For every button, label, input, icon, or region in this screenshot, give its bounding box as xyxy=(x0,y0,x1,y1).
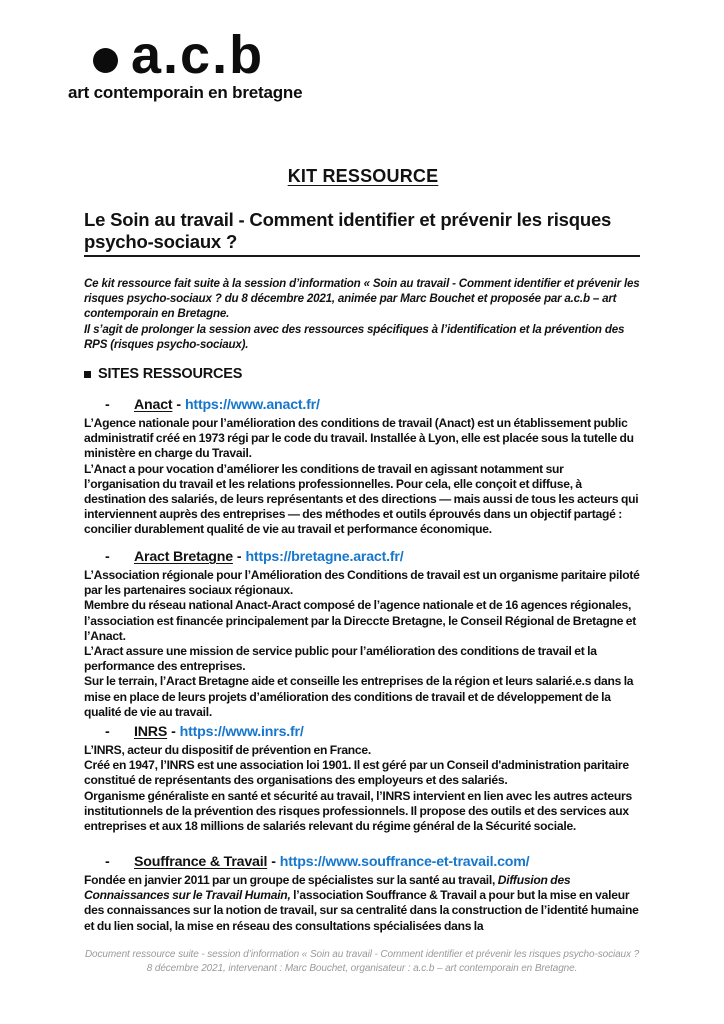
resource-paragraph: L’Aract assure une mission de service public pour l’amélioration des conditions de travail et la performance des entreprises. xyxy=(84,644,597,674)
resource-paragraph: L’Agence nationale pour l’amélioration des conditions de travail (Anact) est un établissement public administratif créé en 1973 régi par le code du travail. Installée à Lyon, elle est placée sous la tutelle du ministère en charge du Travail. xyxy=(84,416,634,461)
resource-paragraph: Sur le terrain, l’Aract Bretagne aide et conseille les entreprises de la région et leurs salarié.e.s dans la mise en place de leurs projets d’amélioration des conditions de travail et de développement de la qualité de vie au travail. xyxy=(84,674,634,719)
resource-paragraph: L’Association régionale pour l’Amélioration des Conditions de travail est un organisme paritaire piloté par les partenaires sociaux régionaux. xyxy=(84,568,640,598)
page-title: KIT RESSOURCE xyxy=(287,166,439,186)
resource-link-anact[interactable]: https://www.anact.fr/ xyxy=(184,397,320,413)
acb-logo xyxy=(68,25,303,103)
list-dash: - xyxy=(105,549,110,565)
logo-dot-icon xyxy=(93,48,118,73)
separator-dash: - xyxy=(176,397,181,413)
logo-row xyxy=(68,25,302,85)
resource-paragraph xyxy=(84,873,642,934)
resource-section-souffrance-travail xyxy=(84,854,642,934)
logo-text: a.c.b xyxy=(131,25,265,85)
resource-head-aract-bretagne xyxy=(84,549,642,565)
square-bullet-icon xyxy=(84,371,91,378)
separator-dash: - xyxy=(271,854,276,870)
resource-paragraph: Organisme généraliste en santé et sécurité au travail, l’INRS intervient en lien avec les autres acteurs institutionnels de la prévention des risques professionnels. Il propose des outils et des services aux entreprises et aux 18 millions de salariés relevant du régime général de la Sécurité sociale. xyxy=(84,788,632,834)
footer-line-2: 8 décembre 2021, intervenant : Marc Bouchet, organisateur : a.c.b – art contemporain en Bretagne. xyxy=(146,962,578,974)
resource-section-anact xyxy=(84,397,642,538)
resource-name-souffrance-travail: Souffrance & Travail xyxy=(134,854,268,870)
resource-link-aract-bretagne[interactable]: https://bretagne.aract.fr/ xyxy=(245,549,404,565)
section-header-label: SITES RESSOURCES xyxy=(98,366,243,382)
resource-section-inrs xyxy=(84,724,642,834)
paragraph-text: l’association Souffrance & Travail a pour but la mise en valeur des connaissances sur la notion de travail, sur sa centralité dans la construction de l’identité humaine et du lien social, la mise en réseau des consultations spécialisées dans la xyxy=(84,888,639,933)
page-footer xyxy=(22,948,702,975)
intro-paragraph-1: Ce kit ressource fait suite à la session d’information « Soin au travail - Comment identifier et prévenir les risques psycho-sociaux ? du 8 décembre 2021, animée par Marc Bouchet et proposée par a.c.b – art contemporain en Bretagne. xyxy=(84,277,640,321)
resource-link-souffrance-travail[interactable]: https://www.souffrance-et-travail.com/ xyxy=(279,854,530,870)
resource-section-aract-bretagne xyxy=(84,549,642,720)
document-heading: Le Soin au travail - Comment identifier et prévenir les risques psycho-sociaux ? xyxy=(84,209,640,257)
resource-link-inrs[interactable]: https://www.inrs.fr/ xyxy=(179,724,304,740)
resource-name-anact: Anact xyxy=(134,397,173,413)
resource-head-souffrance-travail xyxy=(84,854,642,870)
resource-head-anact xyxy=(84,397,642,413)
logo-subtitle: art contemporain en bretagne xyxy=(68,83,303,102)
resource-paragraph: Créé en 1947, l’INRS est une association loi 1901. Il est géré par un Conseil d'administration paritaire constitué de représentants des organisations des employeurs et des salariés. xyxy=(84,758,629,788)
paragraph-text: Fondée en janvier 2011 par un groupe de spécialistes sur la santé au travail, xyxy=(84,873,498,887)
separator-dash: - xyxy=(236,549,242,565)
resource-name-inrs: INRS xyxy=(134,724,168,740)
separator-dash: - xyxy=(171,724,176,740)
section-header-sites-ressources xyxy=(84,366,242,382)
resource-name-aract-bretagne: Aract Bretagne xyxy=(134,549,233,565)
intro-block xyxy=(84,276,642,352)
list-dash: - xyxy=(105,854,110,870)
resource-paragraph: L’INRS, acteur du dispositif de prévention en France. xyxy=(84,743,371,757)
resource-paragraph: Membre du réseau national Anact-Aract composé de l’agence nationale et de 16 agences régionales, l’association est financée principalement par la Direccte Bretagne, le Conseil Régional de Bretagne et l’Anact. xyxy=(84,598,637,643)
list-dash: - xyxy=(105,724,110,740)
paragraph-italic-text: Diffusion des Connaissances sur le Travail Humain, xyxy=(84,873,571,903)
list-dash: - xyxy=(105,397,110,413)
resource-paragraph: L’Anact a pour vocation d’améliorer les conditions de travail en agissant notamment sur l’organisation du travail et les relations professionnelles. Pour cela, elle conçoit et diffuse, à destination des salariés, de leurs représentants et des directions — mais aussi de tous les acteurs qui interviennent auprès des entreprises — des méthodes et outils éprouvés dans un objectif partagé : concilier durablement qualité de vie au travail et performance économique. xyxy=(84,461,639,537)
intro-paragraph-2: Il s’agit de prolonger la session avec des ressources spécifiques à l’identification et la prévention des RPS (risques psycho-sociaux). xyxy=(84,322,625,351)
resource-head-inrs xyxy=(84,724,642,740)
footer-line-1: Document ressource suite - session d’information « Soin au travail - Comment identifier et prévenir les risques psycho-sociaux ? xyxy=(84,949,640,960)
